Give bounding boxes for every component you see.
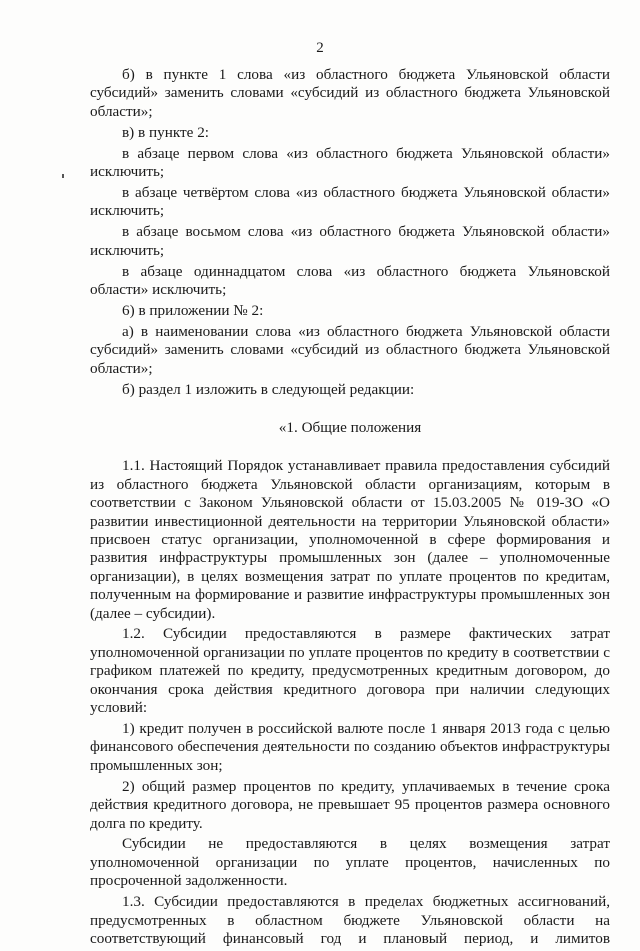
page-number: 2 <box>316 40 324 56</box>
section-paragraph: 1.2. Субсидии предоставляются в размере фактических затрат уполномоченной организации по уплате процентов по кредиту в соответствии с графиком платежей по кредиту, предусмотренных кредитным договором, до окончания срока действия кредитного договора при наличии следующих условий: <box>90 625 610 717</box>
section-paragraph: 1.1. Настоящий Порядок устанавливает правила предоставления субсидий из областного бюджета Ульяновской области организациям, которым в соответствии с Законом Ульяновской области от 15.03.2005 № 019-ЗО «О развитии инвестиционной деятельности на территории Ульяновской области» присвоен статус организации, уполномоченной в сфере формирования и развития инфраструктуры промышленных зон (далее – уполномоченные организации), в целях возмещения затрат по уплате процентов по кредитам, полученным на формирование и развитие инфраструктуры промышленных зон (далее – субсидии). <box>90 457 610 622</box>
section-paragraph: 1) кредит получен в российской валюте после 1 января 2013 года с целью финансового обеспечения деятельности по созданию объектов инфраструктуры промышленных зон; <box>90 720 610 774</box>
paragraph: а) в наименовании слова «из областного бюджета Ульяновской области субсидий» заменить словами «субсидий из областного бюджета Ульяновской области»; <box>90 322 610 377</box>
paragraph: в абзаце первом слова «из областного бюджета Ульяновской области» исключить; <box>90 144 610 181</box>
paragraph: в абзаце восьмом слова «из областного бюджета Ульяновской области» исключить; <box>90 223 610 259</box>
paragraph: в абзаце одиннадцатом слова «из областного бюджета Ульяновской области» исключить; <box>90 262 610 298</box>
paragraph: в) в пункте 2: <box>122 123 210 141</box>
scan-speck <box>62 174 64 178</box>
paragraph: б) в пункте 1 слова «из областного бюджета Ульяновской области субсидий» заменить словами «субсидий из областного бюджета Ульяновской области»; <box>90 66 610 120</box>
section-paragraph: 2) общий размер процентов по кредиту, уплачиваемых в течение срока действия кредитного договора, не превышает 95 процентов размера основного долга по кредиту. <box>90 777 610 832</box>
section-paragraph: Субсидии не предоставляются в целях возмещения затрат уполномоченной организации по уплате процентов, начисленных по просроченной задолженности. <box>90 835 610 890</box>
paragraph: 6) в приложении № 2: <box>122 301 264 319</box>
section-title: «1. Общие положения <box>278 418 422 436</box>
paragraph: б) раздел 1 изложить в следующей редакции: <box>122 380 415 398</box>
paragraph: в абзаце четвёртом слова «из областного бюджета Ульяновской области» исключить; <box>90 183 610 220</box>
section-paragraph: 1.3. Субсидии предоставляются в пределах бюджетных ассигнований, предусмотренных в областном бюджете Ульяновской области на соответствующий финансовый год и плановый период, и лимитов <box>90 893 610 947</box>
document-body <box>90 66 610 951</box>
